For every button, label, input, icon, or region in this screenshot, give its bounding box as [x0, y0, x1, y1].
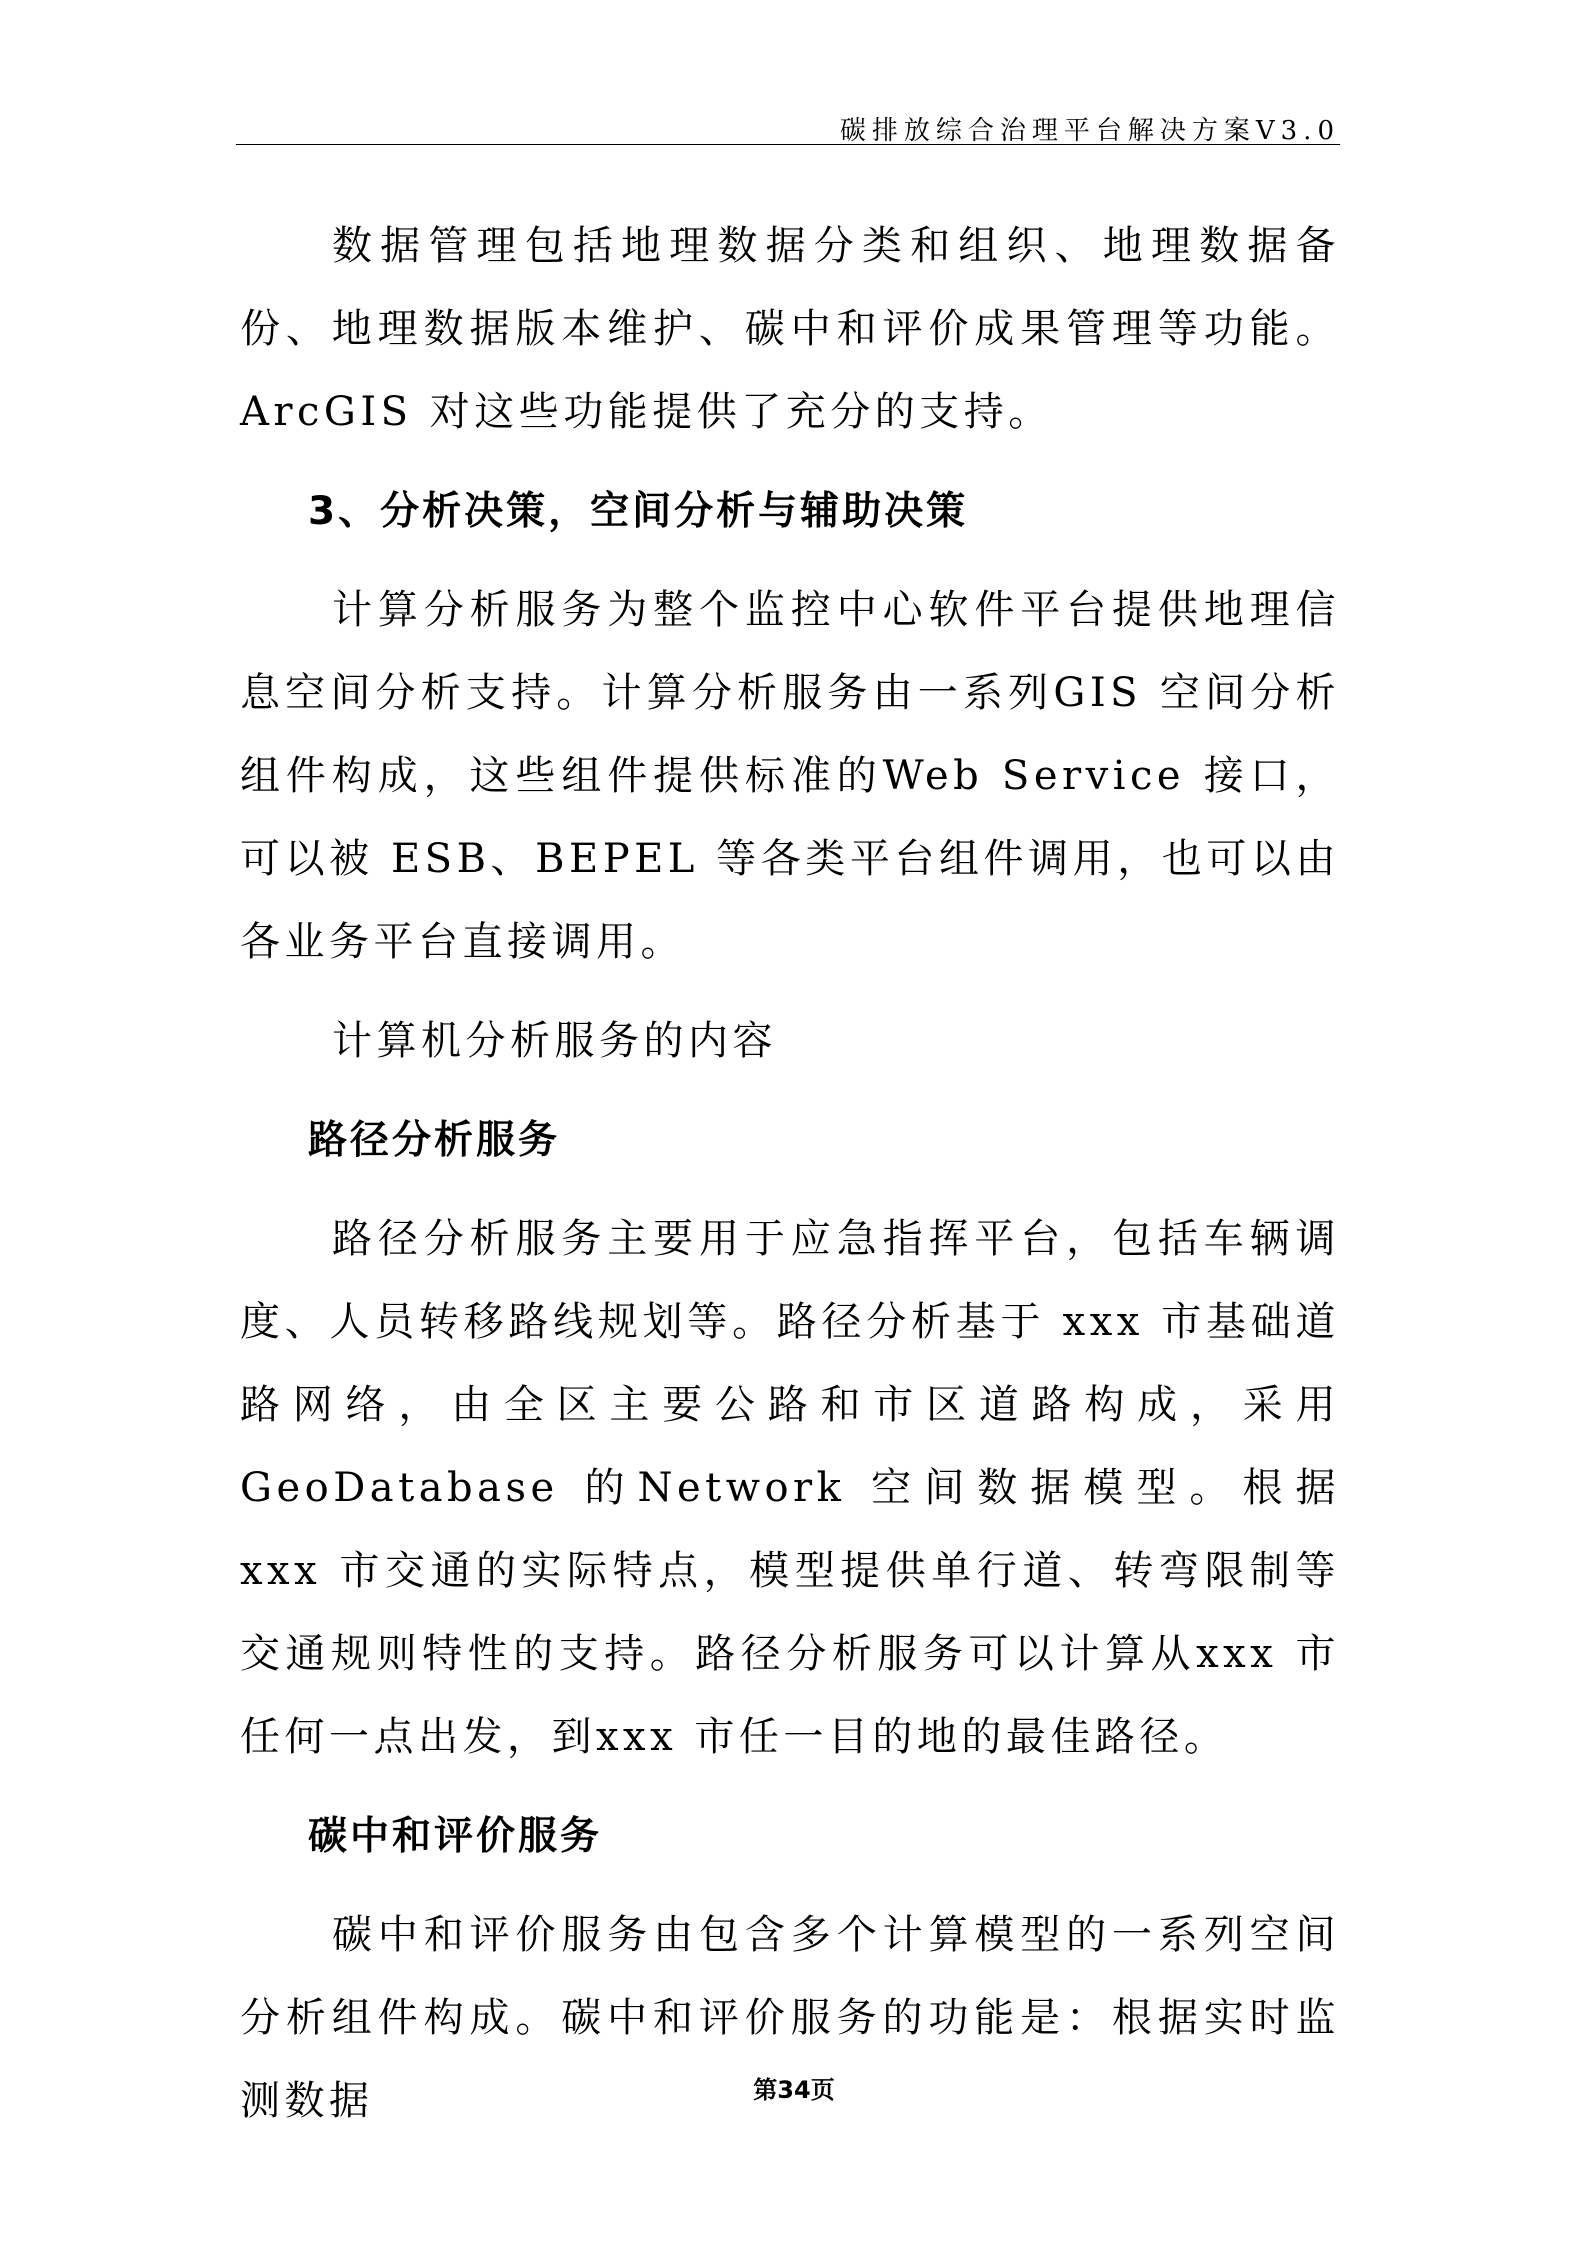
- section-heading-analysis-decision: 3、分析决策，空间分析与辅助决策: [308, 489, 969, 534]
- page-body: [240, 205, 1340, 2159]
- subheading-carbon-neutral-evaluation: 碳中和评价服务: [308, 1814, 603, 1859]
- paragraph-carbon-neutral-evaluation: 碳中和评价服务由包含多个计算模型的一系列空间分析组件构成。碳中和评价服务的功能是：根据实时监测数据: [240, 1912, 1340, 2124]
- running-header-title: 碳排放综合治理平台解决方案V3.0: [839, 116, 1340, 146]
- subheading-route-analysis: 路径分析服务: [308, 1118, 561, 1163]
- paragraph-route-analysis: 路径分析服务主要用于应急指挥平台，包括车辆调度、人员转移路线规划等。路径分析基于 xxx 市基础道路网络，由全区主要公路和市区道路构成，采用 GeoDatabase 的Network 空间数据模型。根据 xxx 市交通的实际特点，模型提供单行道、转弯限制等交通规则特性的支持。路径分析服务可以计算从xxx 市任何一点出发，到xxx 市任一目的地的最佳路径。: [240, 1216, 1340, 1760]
- page-number: 第34页: [753, 2076, 835, 2104]
- paragraph-service-contents: 计算机分析服务的内容: [332, 1018, 777, 1064]
- paragraph-computing-analysis-service: 计算分析服务为整个监控中心软件平台提供地理信息空间分析支持。计算分析服务由一系列GIS 空间分析组件构成，这些组件提供标准的Web Service 接口，可以被 ESB、BEPEL 等各类平台组件调用，也可以由各业务平台直接调用。: [240, 587, 1340, 965]
- paragraph-data-management: 数据管理包括地理数据分类和组织、地理数据备份、地理数据版本维护、碳中和评价成果管理等功能。ArcGIS 对这些功能提供了充分的支持。: [240, 223, 1340, 435]
- header-divider: [236, 144, 1340, 145]
